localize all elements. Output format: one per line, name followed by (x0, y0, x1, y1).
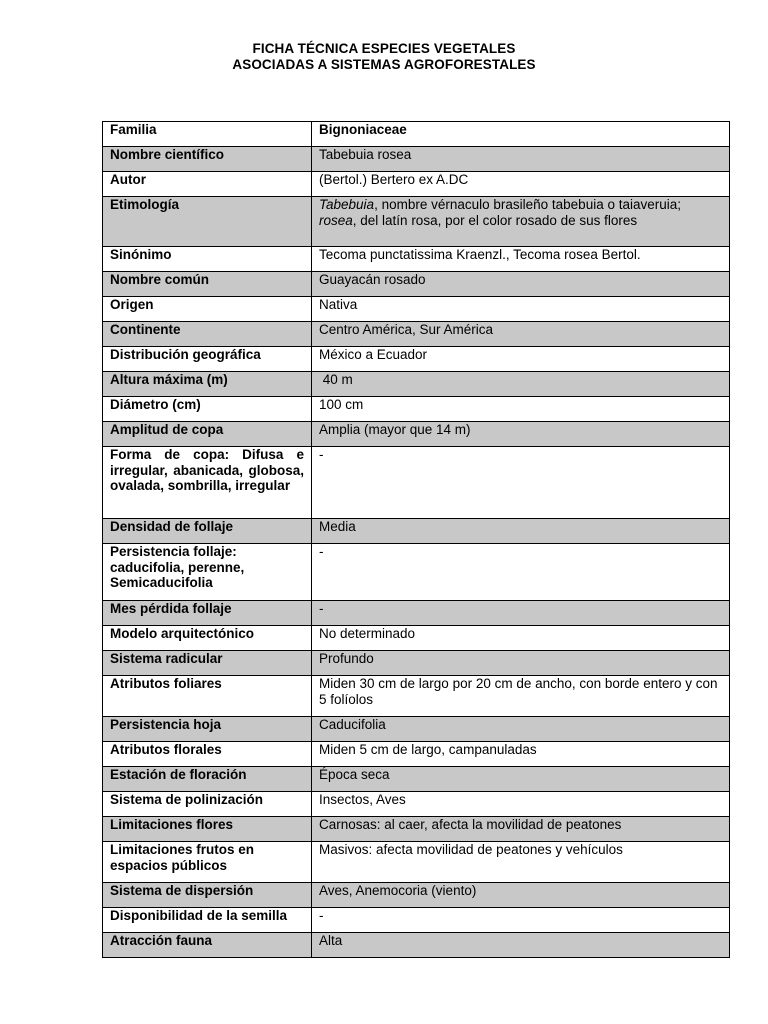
row-label: Persistencia follaje: caducifolia, perenne, Semicaducifolia (103, 544, 312, 601)
row-value: Masivos: afecta movilidad de peatones y vehículos (312, 842, 730, 883)
table-row (103, 717, 730, 742)
row-value: Caducifolia (312, 717, 730, 742)
row-label: Sistema de polinización (103, 792, 312, 817)
row-label: Atracción fauna (103, 933, 312, 958)
row-value (312, 197, 730, 247)
row-label: Sistema radicular (103, 651, 312, 676)
row-value: Bignoniaceae (312, 122, 730, 147)
table-row (103, 792, 730, 817)
row-label: Distribución geográfica (103, 347, 312, 372)
row-label: Diámetro (cm) (103, 397, 312, 422)
table-row (103, 883, 730, 908)
table-row (103, 908, 730, 933)
row-label: Atributos florales (103, 742, 312, 767)
table-row (103, 842, 730, 883)
row-label: Nombre común (103, 272, 312, 297)
row-label: Atributos foliares (103, 676, 312, 717)
table-row (103, 197, 730, 247)
row-value: 40 m (312, 372, 730, 397)
row-value: - (312, 544, 730, 601)
row-value: Miden 30 cm de largo por 20 cm de ancho, con borde entero y con 5 folíolos (312, 676, 730, 717)
table-row (103, 247, 730, 272)
row-value: Amplia (mayor que 14 m) (312, 422, 730, 447)
row-label: Autor (103, 172, 312, 197)
etimologia-text-1: , nombre vérnaculo brasileño tabebuia o taiaveruia; (374, 197, 682, 212)
row-value: Tabebuia rosea (312, 147, 730, 172)
table-row (103, 767, 730, 792)
row-value: 100 cm (312, 397, 730, 422)
table-row (103, 422, 730, 447)
species-data-table (102, 121, 730, 958)
row-value: Nativa (312, 297, 730, 322)
row-label: Altura máxima (m) (103, 372, 312, 397)
row-label: Disponibilidad de la semilla (103, 908, 312, 933)
row-value: Guayacán rosado (312, 272, 730, 297)
table-row (103, 742, 730, 767)
row-label: Forma de copa: Difusa e irregular, abanicada, globosa, ovalada, sombrilla, irregular (103, 447, 312, 519)
title-line-2: ASOCIADAS A SISTEMAS AGROFORESTALES (232, 57, 536, 72)
table-row (103, 447, 730, 519)
etimologia-text-2: , del latín rosa, por el color rosado de sus flores (352, 212, 638, 228)
title-line-1: FICHA TÉCNICA ESPECIES VEGETALES (252, 41, 516, 56)
row-label: Persistencia hoja (103, 717, 312, 742)
table-row (103, 817, 730, 842)
table-row (103, 272, 730, 297)
row-value: - (312, 447, 730, 519)
row-value: - (312, 908, 730, 933)
page-title (0, 41, 768, 73)
row-value: Centro América, Sur América (312, 322, 730, 347)
table-row (103, 122, 730, 147)
table-row (103, 626, 730, 651)
row-label: Nombre científico (103, 147, 312, 172)
row-value: Tecoma punctatissima Kraenzl., Tecoma rosea Bertol. (312, 247, 730, 272)
row-label: Limitaciones frutos en espacios públicos (103, 842, 312, 883)
row-label: Familia (103, 122, 312, 147)
row-value: México a Ecuador (312, 347, 730, 372)
table-row (103, 601, 730, 626)
row-label: Origen (103, 297, 312, 322)
table-row (103, 651, 730, 676)
table-row (103, 172, 730, 197)
table-row (103, 519, 730, 544)
table-row (103, 397, 730, 422)
row-label: Limitaciones flores (103, 817, 312, 842)
row-value: Aves, Anemocoria (viento) (312, 883, 730, 908)
row-value: - (312, 601, 730, 626)
row-label: Modelo arquitectónico (103, 626, 312, 651)
row-value: Profundo (312, 651, 730, 676)
row-value: Época seca (312, 767, 730, 792)
table-row (103, 347, 730, 372)
row-value: Miden 5 cm de largo, campanuladas (312, 742, 730, 767)
row-label: Densidad de follaje (103, 519, 312, 544)
row-label: Sinónimo (103, 247, 312, 272)
row-label: Continente (103, 322, 312, 347)
etimologia-genus: Tabebuia (319, 197, 375, 212)
row-value: No determinado (312, 626, 730, 651)
row-label: Amplitud de copa (103, 422, 312, 447)
row-value: Media (312, 519, 730, 544)
table-row (103, 147, 730, 172)
table-row (103, 933, 730, 958)
table-row (103, 544, 730, 601)
row-label: Sistema de dispersión (103, 883, 312, 908)
table-row (103, 372, 730, 397)
row-value: (Bertol.) Bertero ex A.DC (312, 172, 730, 197)
table-row (103, 322, 730, 347)
row-value: Carnosas: al caer, afecta la movilidad de peatones (312, 817, 730, 842)
row-value: Insectos, Aves (312, 792, 730, 817)
row-label: Etimología (103, 197, 312, 247)
row-label: Mes pérdida follaje (103, 601, 312, 626)
row-label: Estación de floración (103, 767, 312, 792)
etimologia-species: rosea (319, 212, 353, 228)
table-row (103, 297, 730, 322)
row-value: Alta (312, 933, 730, 958)
table-row (103, 676, 730, 717)
